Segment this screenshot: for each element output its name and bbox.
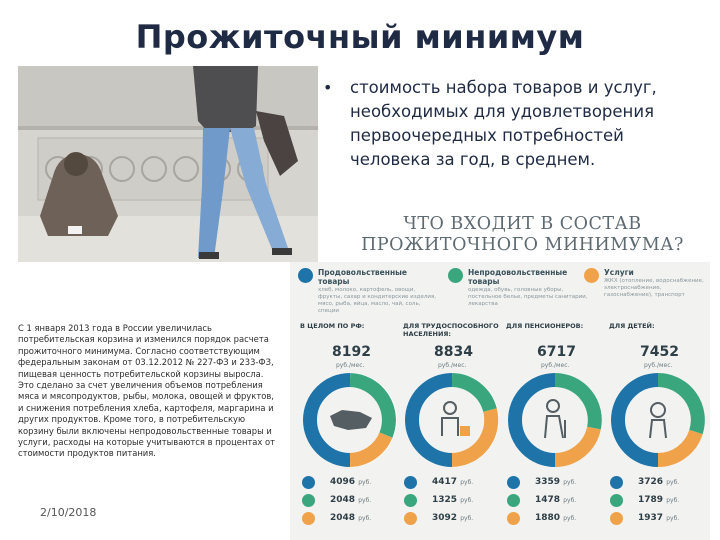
shirt-icon	[507, 494, 520, 507]
category-food	[298, 268, 438, 315]
infographic-heading	[325, 214, 720, 256]
basket-icon	[404, 476, 417, 489]
category-title: Услуги	[604, 268, 634, 277]
value-children-services: 1937 руб.	[638, 513, 680, 523]
total-russia: 8192	[332, 344, 371, 360]
category-title: Непродовольственные товары	[468, 268, 568, 286]
child-icon	[650, 403, 666, 438]
unit-pensioners: руб./мес.	[541, 362, 570, 369]
value-russia-food: 4096 руб.	[330, 477, 372, 487]
group-title-pensioners: ДЛЯ ПЕНСИОНЕРОВ:	[506, 322, 584, 330]
shirt-icon	[610, 494, 623, 507]
pensioner-icon	[545, 400, 565, 438]
total-working: 8834	[434, 344, 473, 360]
value-russia-services: 2048 руб.	[330, 513, 372, 523]
shirt-icon	[448, 268, 463, 283]
slide-date: 2/10/2018	[40, 506, 97, 519]
bullet-dot-icon: •	[323, 78, 333, 97]
basket-icon	[507, 476, 520, 489]
total-pensioners: 6717	[537, 344, 576, 360]
description-text: С 1 января 2013 года в России увеличилась потребительская корзина и изменился порядок расчета прожиточного минимума. Согласно соответствующим федеральным законам от 03.12.2012 № 227-ФЗ и 233-ФЗ, пищевая ценность потребительской корзины выросла. Это сделано за счет увеличения объемов потребления мяса и мясопродуктов, рыбы, молока, овощей и фруктов, и снижения потребления хлеба, картофеля, маргарина и других продуктов. Кроме того, в потребительскую корзину были включены непродовольственные товары и услуги, расходы на которые учитываются в процентах от стоимости продуктов питания.	[18, 323, 276, 459]
infographic-heading-line2: ПРОЖИТОЧНОГО МИНИМУМА?	[361, 235, 684, 255]
bulb-icon	[404, 512, 417, 525]
value-pensioners-food: 3359 руб.	[535, 477, 577, 487]
definition-bullet	[323, 76, 708, 172]
donut-russia	[302, 372, 398, 468]
unit-children: руб./мес.	[644, 362, 673, 369]
donut-pensioners	[507, 372, 603, 468]
donut-working	[404, 372, 500, 468]
bulb-icon	[507, 512, 520, 525]
value-pensioners-services: 1880 руб.	[535, 513, 577, 523]
basket-icon	[610, 476, 623, 489]
category-services	[584, 268, 706, 299]
basket-icon	[302, 476, 315, 489]
category-desc: ЖКХ (отопление, водоснабжение, электроснабжение, газоснабжение), транспорт	[604, 278, 704, 298]
unit-working: руб./мес.	[438, 362, 467, 369]
category-desc: хлеб, молоко, картофель, овощи, фрукты, сахар и кондитерские изделия, мясо, рыба, яйца, масло, чай, соль, специи	[318, 287, 437, 314]
value-pensioners-goods: 1478 руб.	[535, 495, 577, 505]
russia-map-icon	[330, 410, 372, 430]
value-children-goods: 1789 руб.	[638, 495, 680, 505]
donut-children	[610, 372, 706, 468]
bulb-icon	[302, 512, 315, 525]
definition-text: стоимость набора товаров и услуг, необходимых для удовлетворения первоочередных потребностей человека за год, в среднем.	[350, 78, 657, 169]
total-children: 7452	[640, 344, 679, 360]
group-title-children: ДЛЯ ДЕТЕЙ:	[609, 322, 655, 330]
street-photo	[18, 66, 318, 262]
group-title-russia: В ЦЕЛОМ ПО РФ:	[300, 322, 365, 330]
shirt-icon	[404, 494, 417, 507]
shirt-icon	[302, 494, 315, 507]
value-children-food: 3726 руб.	[638, 477, 680, 487]
category-goods	[448, 268, 588, 308]
category-title: Продовольственные товары	[318, 268, 408, 286]
value-working-goods: 1325 руб.	[432, 495, 474, 505]
unit-russia: руб./мес.	[336, 362, 365, 369]
value-working-food: 4417 руб.	[432, 477, 474, 487]
basket-icon	[298, 268, 313, 283]
slide-title: Прожиточный минимум	[135, 18, 585, 56]
infographic-heading-line1: ЧТО ВХОДИТ В СОСТАВ	[403, 214, 642, 234]
group-title-working: ДЛЯ ТРУДОСПОСОБНОГО НАСЕЛЕНИЯ:	[403, 322, 499, 338]
value-russia-goods: 2048 руб.	[330, 495, 372, 505]
category-desc: одежда, обувь, головные уборы, постельное белье, предметы санитарии, лекарства	[468, 287, 588, 307]
worker-icon	[442, 402, 458, 436]
value-working-services: 3092 руб.	[432, 513, 474, 523]
bulb-icon	[584, 268, 599, 283]
bulb-icon	[610, 512, 623, 525]
